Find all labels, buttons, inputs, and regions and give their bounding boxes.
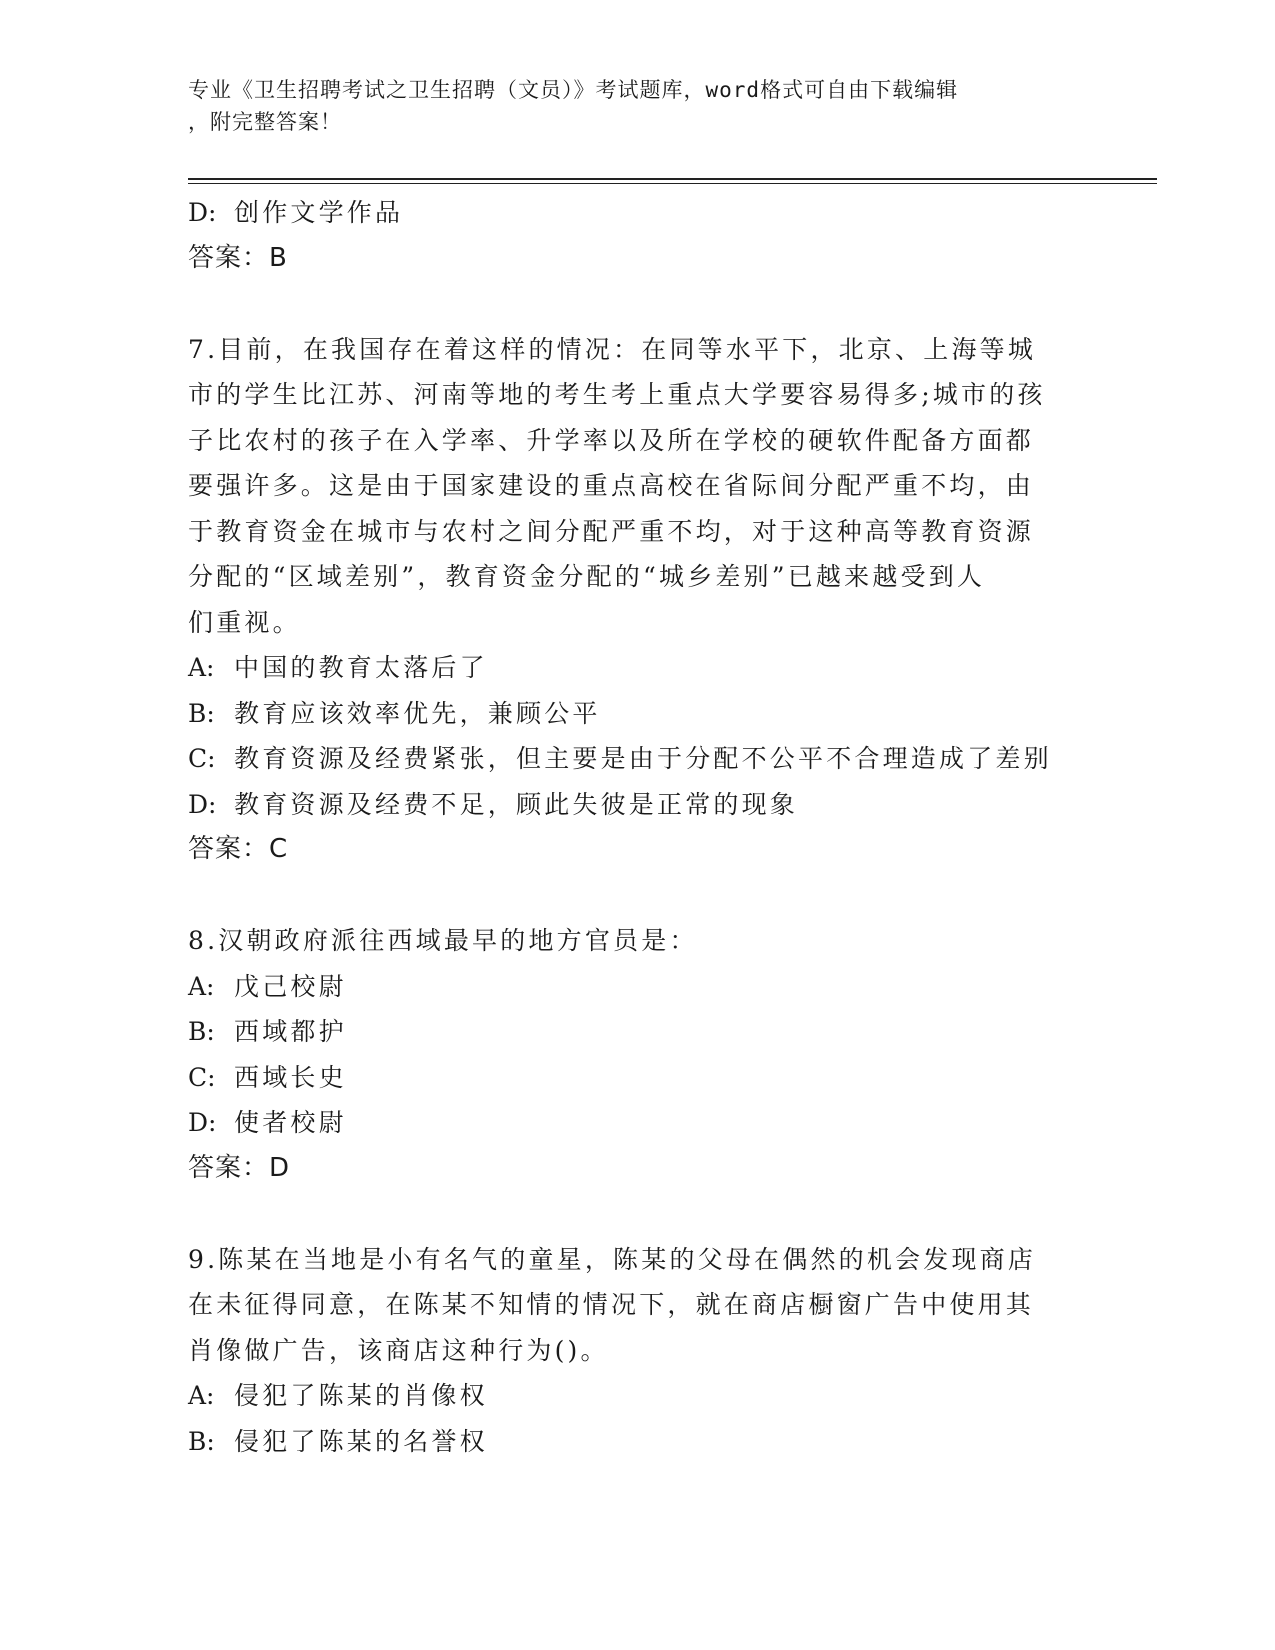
question-text-line: 要强许多。这是由于国家建设的重点高校在省际间分配严重不均，由 [188,471,1035,500]
option-a [188,964,1088,1010]
question-text-line: 市的学生比江苏、河南等地的考生考上重点大学要容易得多;城市的孩 [188,380,1046,409]
option-text: 侵犯了陈某的肖像权 [234,1381,488,1410]
option-letter: A: [188,971,215,1001]
question-7 [188,327,1088,873]
header-line-1: 专业《卫生招聘考试之卫生招聘（文员）》考试题库，word格式可自由下载编辑 [188,78,959,102]
question-text-line: 肖像做广告，该商店这种行为()。 [188,1335,609,1365]
document-body [188,190,1088,1464]
option-letter: D: [188,1108,217,1137]
question-text-line: 于教育资金在城市与农村之间分配严重不均，对于这种高等教育资源 [188,516,1035,546]
option-text: 戊己校尉 [234,971,347,1001]
option-text: 教育资源及经费不足，顾此失彼是正常的现象 [234,789,799,819]
question-text-line: 7.目前，在我国存在着这样的情况：在同等水平下，北京、上海等城 [188,334,1037,364]
option-b [188,691,1088,737]
answer-line: 答案：D [188,1152,291,1183]
question-text-line: 子比农村的孩子在入学率、升学率以及所在学校的硬软件配备方面都 [188,425,1035,455]
option-letter: D: [188,198,217,227]
question-text-line: 们重视。 [188,607,301,637]
question-text-line: 8.汉朝政府派往西域最早的地方官员是： [188,926,698,955]
option-b [188,1419,1088,1465]
question-9 [188,1237,1088,1465]
page-header [188,74,1088,138]
option-letter: B: [188,1017,215,1046]
header-rule-thick [188,178,1157,180]
option-a [188,645,1088,691]
option-text: 中国的教育太落后了 [234,653,488,682]
option-text: 使者校尉 [234,1108,347,1137]
option-a [188,1373,1088,1419]
option-letter: C: [188,1062,216,1092]
option-d [188,782,1088,828]
option-letter: B: [188,698,215,728]
answer-line: 答案：B [188,242,288,273]
header-line-2: ，附完整答案！ [188,110,342,134]
option-letter: B: [188,1426,215,1456]
option-b [188,1009,1088,1055]
option-c [188,736,1088,782]
option-letter: C: [188,744,216,773]
option-letter: A: [188,1381,215,1410]
option-text: 西域都护 [234,1017,347,1046]
header-rule-thin [188,183,1157,184]
option-letter: A: [188,653,215,682]
option-text: 教育资源及经费紧张，但主要是由于分配不公平不合理造成了差别 [234,744,1052,773]
answer-line: 答案：C [188,834,289,864]
option-text: 教育应该效率优先，兼顾公平 [234,698,601,728]
option-c [188,1055,1088,1101]
option-d [188,1100,1088,1146]
option-text: 侵犯了陈某的名誉权 [234,1426,488,1456]
option-text: 西域长史 [234,1062,347,1092]
question-text-line: 分配的“区域差别”，教育资金分配的“城乡差别”已越来越受到人 [188,562,986,591]
question-8 [188,918,1088,1191]
option-text: 创作文学作品 [234,198,404,227]
question-text-line: 9.陈某在当地是小有名气的童星，陈某的父母在偶然的机会发现商店 [188,1244,1037,1274]
question-text-line: 在未征得同意，在陈某不知情的情况下，就在商店橱窗广告中使用其 [188,1290,1035,1319]
option-d [188,190,1088,236]
option-letter: D: [188,789,217,819]
